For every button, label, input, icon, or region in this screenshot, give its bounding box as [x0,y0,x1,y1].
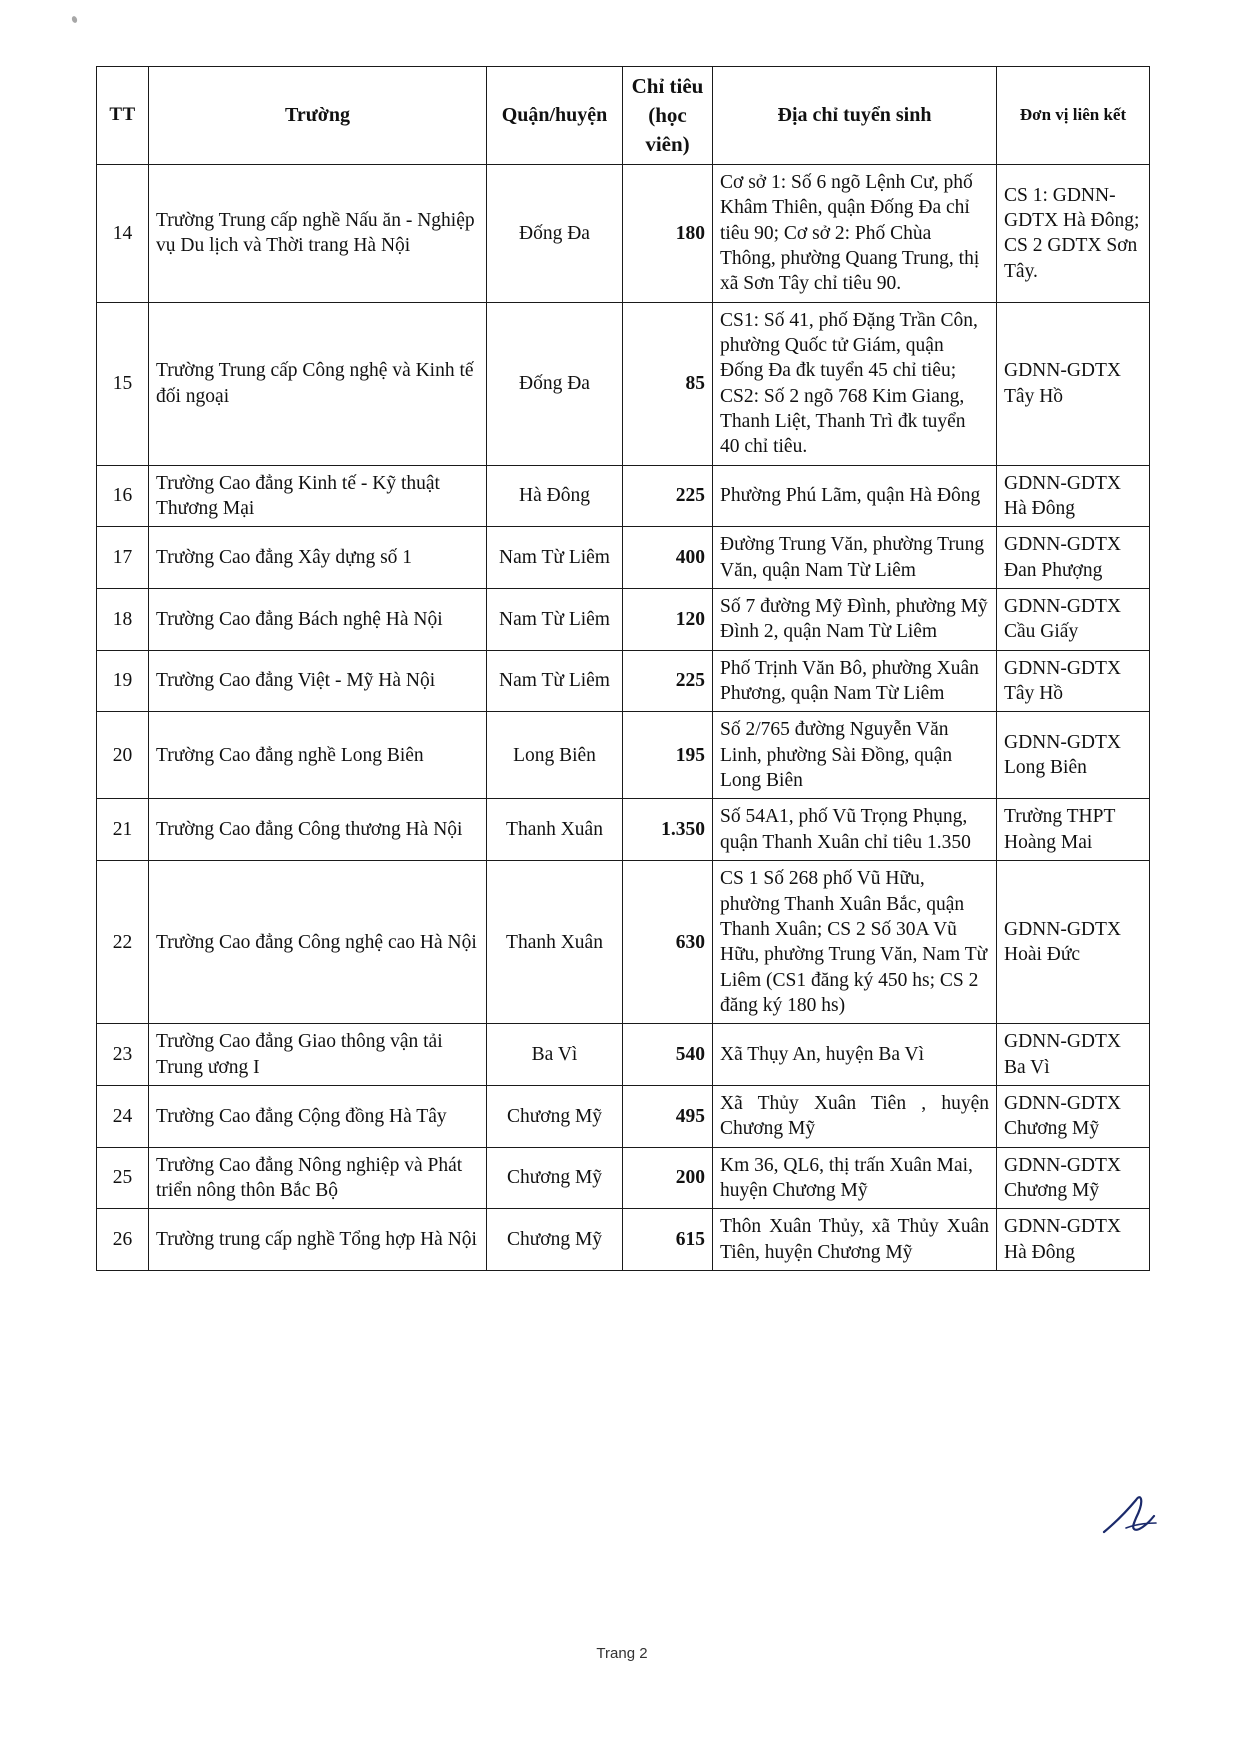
cell-quota: 85 [623,302,713,465]
enrollment-table [96,66,1150,1271]
cell-school: Trường Cao đẳng Bách nghệ Hà Nội [149,589,487,651]
table-row [97,302,1150,465]
cell-school: Trường Trung cấp Công nghệ và Kinh tế đối ngoại [149,302,487,465]
cell-district: Ba Vì [487,1024,623,1086]
cell-district: Nam Từ Liêm [487,650,623,712]
cell-address: Xã Thụy An, huyện Ba Vì [713,1024,997,1086]
cell-school: Trường Cao đẳng Xây dựng số 1 [149,527,487,589]
table-row [97,1024,1150,1086]
cell-quota: 180 [623,164,713,302]
table-row [97,799,1150,861]
cell-district: Thanh Xuân [487,799,623,861]
cell-address: CS 1 Số 268 phố Vũ Hữu, phường Thanh Xuân Bắc, quận Thanh Xuân; CS 2 Số 30A Vũ Hữu, phường Trung Văn, Nam Từ Liêm (CS1 đăng ký 450 hs; CS 2 đăng ký 180 hs) [713,861,997,1024]
column-header-quota-line1: Chỉ tiêu [631,74,704,98]
cell-address: Phố Trịnh Văn Bô, phường Xuân Phương, quận Nam Từ Liêm [713,650,997,712]
table-row [97,1209,1150,1271]
page-footer: Trang 2 [596,1645,648,1662]
enrollment-table-container [96,66,1149,1271]
cell-partner: GDNN-GDTX Đan Phượng [997,527,1150,589]
cell-tt: 19 [97,650,149,712]
table-row [97,589,1150,651]
cell-partner: GDNN-GDTX Hoài Đức [997,861,1150,1024]
column-header-partner: Đơn vị liên kết [997,67,1150,165]
cell-address: Xã Thủy Xuân Tiên , huyện Chương Mỹ [713,1085,997,1147]
cell-quota: 225 [623,465,713,527]
cell-address: Thôn Xuân Thủy, xã Thủy Xuân Tiên, huyện Chương Mỹ [713,1209,997,1271]
cell-quota: 225 [623,650,713,712]
cell-address: Km 36, QL6, thị trấn Xuân Mai, huyện Chương Mỹ [713,1147,997,1209]
cell-school: Trường Cao đẳng Việt - Mỹ Hà Nội [149,650,487,712]
cell-tt: 20 [97,712,149,799]
cell-tt: 18 [97,589,149,651]
cell-tt: 16 [97,465,149,527]
cell-tt: 15 [97,302,149,465]
cell-tt: 22 [97,861,149,1024]
cell-district: Chương Mỹ [487,1085,623,1147]
column-header-quota-line2: (học viên) [645,102,690,156]
cell-district: Chương Mỹ [487,1147,623,1209]
column-header-quota [623,67,713,165]
table-row [97,1085,1150,1147]
cell-tt: 26 [97,1209,149,1271]
cell-partner: GDNN-GDTX Hà Đông [997,1209,1150,1271]
cell-tt: 24 [97,1085,149,1147]
column-header-school: Trường [149,67,487,165]
cell-school: Trường Cao đẳng Công nghệ cao Hà Nội [149,861,487,1024]
cell-quota: 120 [623,589,713,651]
cell-address: CS1: Số 41, phố Đặng Trần Côn, phường Quốc tử Giám, quận Đống Đa đk tuyển 45 chỉ tiêu; CS2: Số 2 ngõ 768 Kim Giang, Thanh Liệt, Thanh Trì đk tuyển 40 chỉ tiêu. [713,302,997,465]
cell-quota: 615 [623,1209,713,1271]
cell-partner: GDNN-GDTX Hà Đông [997,465,1150,527]
cell-school: Trường Cao đẳng Công thương Hà Nội [149,799,487,861]
cell-tt: 21 [97,799,149,861]
cell-school: Trường Cao đẳng nghề Long Biên [149,712,487,799]
table-row [97,861,1150,1024]
cell-quota: 200 [623,1147,713,1209]
cell-quota: 540 [623,1024,713,1086]
cell-tt: 25 [97,1147,149,1209]
cell-school: Trường Cao đẳng Giao thông vận tải Trung ương I [149,1024,487,1086]
cell-quota: 400 [623,527,713,589]
cell-partner: GDNN-GDTX Chương Mỹ [997,1147,1150,1209]
table-row [97,1147,1150,1209]
cell-tt: 23 [97,1024,149,1086]
table-header-row [97,67,1150,165]
cell-address: Số 7 đường Mỹ Đình, phường Mỹ Đình 2, quận Nam Từ Liêm [713,589,997,651]
cell-address: Phường Phú Lãm, quận Hà Đông [713,465,997,527]
cell-address: Cơ sở 1: Số 6 ngõ Lệnh Cư, phố Khâm Thiên, quận Đống Đa chỉ tiêu 90; Cơ sở 2: Phố Chùa Thông, phường Quang Trung, thị xã Sơn Tây chỉ tiêu 90. [713,164,997,302]
cell-district: Chương Mỹ [487,1209,623,1271]
cell-partner: GDNN-GDTX Ba Vì [997,1024,1150,1086]
cell-quota: 195 [623,712,713,799]
cell-address: Đường Trung Văn, phường Trung Văn, quận Nam Từ Liêm [713,527,997,589]
cell-district: Hà Đông [487,465,623,527]
handwritten-signature-mark [1096,1492,1166,1540]
cell-partner: CS 1: GDNN-GDTX Hà Đông; CS 2 GDTX Sơn Tây. [997,164,1150,302]
cell-district: Đống Đa [487,302,623,465]
table-body [97,164,1150,1270]
table-row [97,527,1150,589]
cell-partner: GDNN-GDTX Tây Hồ [997,650,1150,712]
cell-address: Số 54A1, phố Vũ Trọng Phụng, quận Thanh Xuân chỉ tiêu 1.350 [713,799,997,861]
scan-artifact-speck [71,15,78,23]
cell-school: Trường Cao đẳng Kinh tế - Kỹ thuật Thương Mại [149,465,487,527]
cell-school: Trường Trung cấp nghề Nấu ăn - Nghiệp vụ Du lịch và Thời trang Hà Nội [149,164,487,302]
cell-quota: 630 [623,861,713,1024]
cell-partner: GDNN-GDTX Cầu Giấy [997,589,1150,651]
cell-tt: 17 [97,527,149,589]
column-header-address: Địa chỉ tuyển sinh [713,67,997,165]
cell-district: Long Biên [487,712,623,799]
table-row [97,712,1150,799]
cell-partner: GDNN-GDTX Long Biên [997,712,1150,799]
column-header-tt: TT [97,67,149,165]
table-row [97,164,1150,302]
table-header [97,67,1150,165]
cell-partner: GDNN-GDTX Chương Mỹ [997,1085,1150,1147]
cell-district: Thanh Xuân [487,861,623,1024]
cell-district: Đống Đa [487,164,623,302]
cell-school: Trường trung cấp nghề Tổng hợp Hà Nội [149,1209,487,1271]
cell-tt: 14 [97,164,149,302]
table-row [97,650,1150,712]
cell-district: Nam Từ Liêm [487,589,623,651]
cell-school: Trường Cao đẳng Nông nghiệp và Phát triển nông thôn Bắc Bộ [149,1147,487,1209]
cell-address: Số 2/765 đường Nguyễn Văn Linh, phường Sài Đồng, quận Long Biên [713,712,997,799]
cell-partner: GDNN-GDTX Tây Hồ [997,302,1150,465]
cell-district: Nam Từ Liêm [487,527,623,589]
cell-quota: 495 [623,1085,713,1147]
table-row [97,465,1150,527]
cell-school: Trường Cao đẳng Cộng đồng Hà Tây [149,1085,487,1147]
cell-quota: 1.350 [623,799,713,861]
column-header-district: Quận/huyện [487,67,623,165]
cell-partner: Trường THPT Hoàng Mai [997,799,1150,861]
